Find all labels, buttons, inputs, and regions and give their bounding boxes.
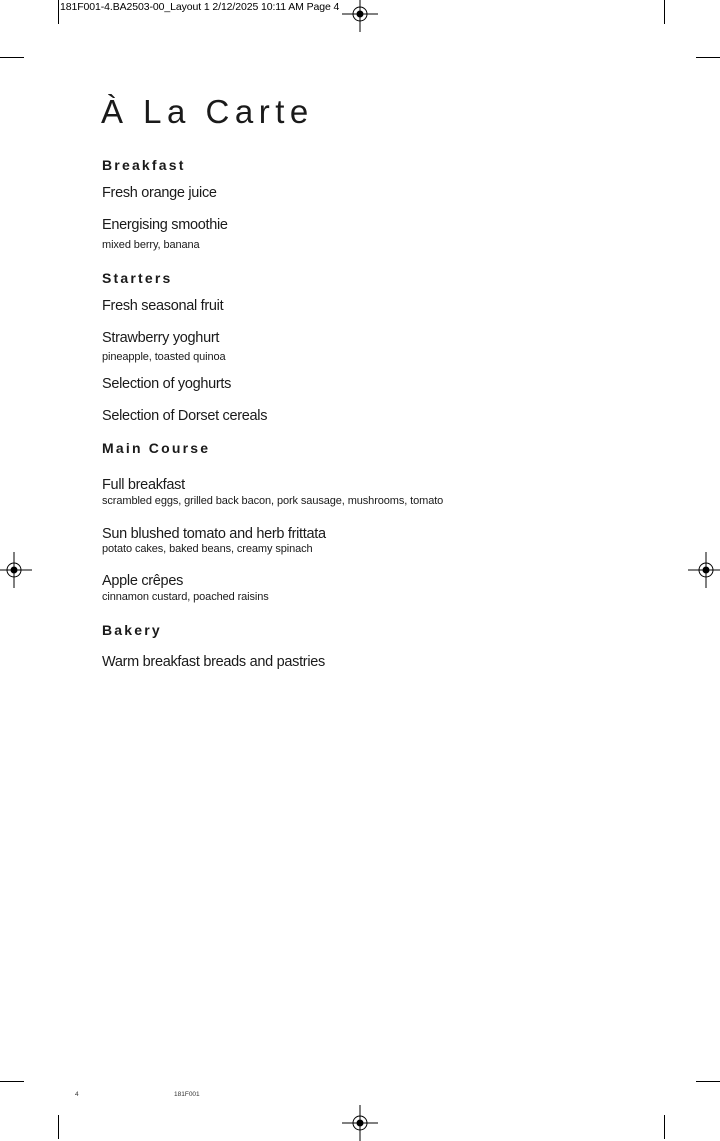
menu-item-name: Fresh seasonal fruit: [102, 298, 224, 314]
registration-mark-left-icon: [0, 552, 32, 588]
menu-item-name: Fresh orange juice: [102, 185, 217, 201]
menu-item-description: scrambled eggs, grilled back bacon, pork sausage, mushrooms, tomato: [102, 495, 444, 507]
registration-mark-right-icon: [688, 552, 720, 588]
registration-mark-top-icon: [342, 0, 378, 32]
section-heading-breakfast: Breakfast: [102, 157, 186, 173]
menu-item-name: Selection of Dorset cereals: [102, 408, 268, 424]
crop-mark-bottom-right-h: [696, 1081, 720, 1082]
document-code: 181F001: [174, 1091, 200, 1098]
crop-mark-top-left-v: [58, 0, 59, 24]
menu-item-description: mixed berry, banana: [102, 239, 200, 251]
menu-item-name: Warm breakfast breads and pastries: [102, 654, 325, 670]
section-heading-bakery: Bakery: [102, 622, 162, 638]
page-title: À La Carte: [101, 93, 314, 130]
crop-mark-bottom-right-v: [664, 1115, 665, 1139]
crop-mark-bottom-left-h: [0, 1081, 24, 1082]
menu-item-description: potato cakes, baked beans, creamy spinach: [102, 543, 313, 555]
menu-item-name: Energising smoothie: [102, 217, 228, 233]
crop-mark-top-right-v: [664, 0, 665, 24]
menu-item-name: Full breakfast: [102, 477, 185, 493]
menu-item-description: pineapple, toasted quinoa: [102, 351, 226, 363]
menu-item-name: Apple crêpes: [102, 573, 184, 589]
crop-mark-top-right-h: [696, 57, 720, 58]
menu-item-name: Strawberry yoghurt: [102, 330, 220, 346]
crop-mark-bottom-left-v: [58, 1115, 59, 1139]
section-heading-main-course: Main Course: [102, 440, 211, 456]
page-number: 4: [75, 1091, 79, 1098]
section-heading-starters: Starters: [102, 270, 173, 286]
printer-slug: 181F001-4.BA2503-00_Layout 1 2/12/2025 10:11 AM Page 4: [60, 1, 340, 13]
menu-item-name: Sun blushed tomato and herb frittata: [102, 526, 326, 542]
menu-item-description: cinnamon custard, poached raisins: [102, 591, 269, 603]
registration-mark-bottom-icon: [342, 1105, 378, 1141]
crop-mark-top-left-h: [0, 57, 24, 58]
menu-item-name: Selection of yoghurts: [102, 376, 232, 392]
